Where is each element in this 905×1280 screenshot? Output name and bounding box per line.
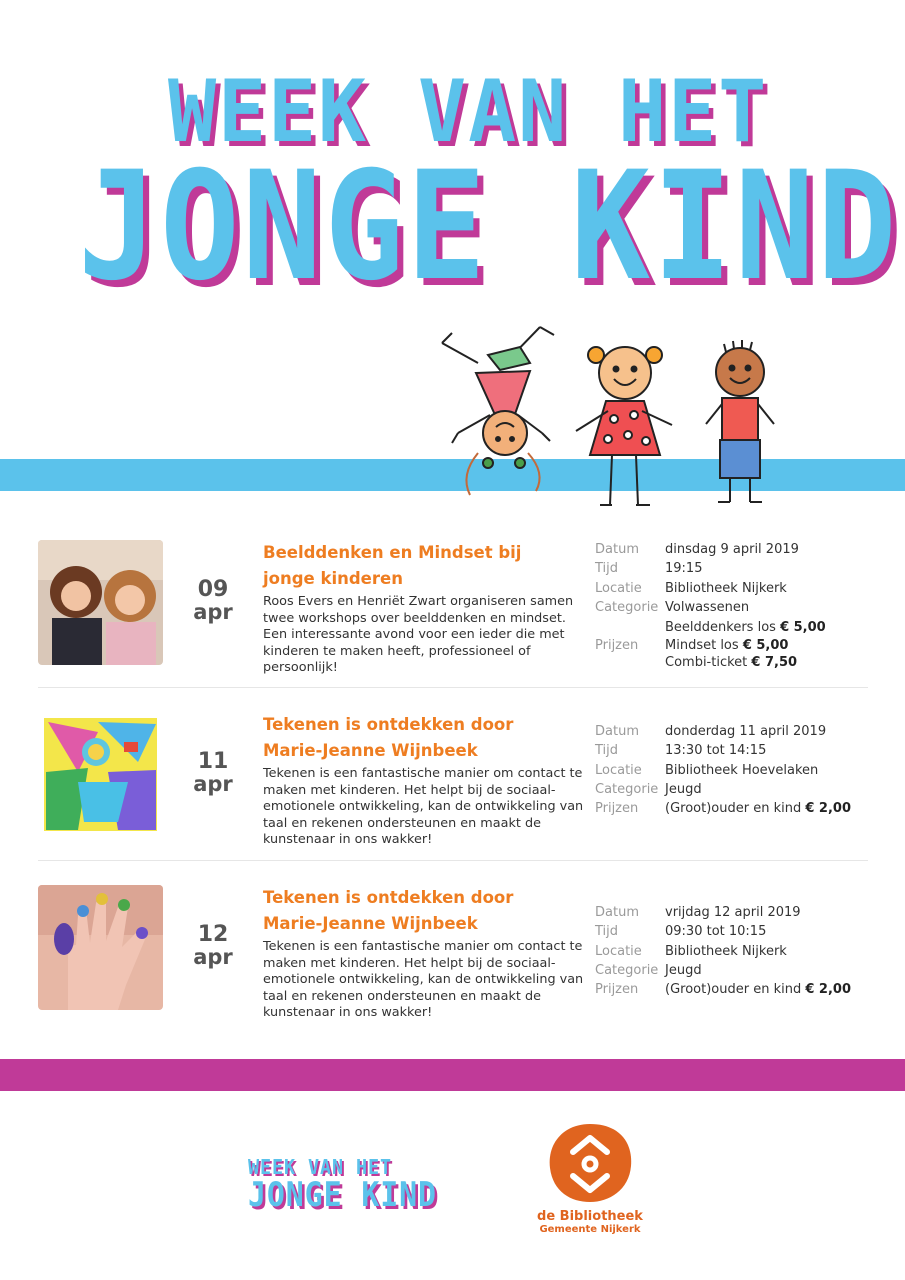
label-locatie: Locatie xyxy=(595,943,642,959)
label-categorie: Categorie xyxy=(595,962,659,978)
event-divider xyxy=(38,860,868,861)
event-datum: vrijdag 12 april 2019 xyxy=(665,905,801,920)
event-locatie: Bibliotheek Hoevelaken xyxy=(665,762,819,778)
event-month: apr xyxy=(193,772,233,797)
footer-logo-line1: WEEK VAN HET xyxy=(248,1155,392,1179)
bibliotheek-icon xyxy=(547,1122,633,1204)
girl-figure xyxy=(576,347,672,505)
event-categorie: Volwassenen xyxy=(665,599,750,615)
event-title: Tekenen is ontdekken door Marie-Jeanne Wijnbeek xyxy=(263,715,514,760)
library-subtitle: Gemeente Nijkerk xyxy=(539,1224,641,1235)
event-prices xyxy=(665,619,826,672)
label-prijzen: Prijzen xyxy=(595,982,639,998)
event-card xyxy=(38,540,868,700)
event-month: apr xyxy=(193,945,233,970)
event-locatie: Bibliotheek Nijkerk xyxy=(665,580,787,596)
event-description: Tekenen is een fantastische manier om contact te maken met kinderen. Het helpt bij de sociaal-emotionele ontwikkeling, kan de ontwikkeling van taal en rekenen ondersteunen en maakt de kunstenaar in ons wakker! xyxy=(263,766,584,847)
event-card xyxy=(38,712,868,872)
label-tijd: Tijd xyxy=(595,924,619,940)
event-datum: dinsdag 9 april 2019 xyxy=(665,542,799,557)
event-title: Beelddenken en Mindset bij jonge kinderen xyxy=(263,543,522,588)
event-date xyxy=(183,923,243,968)
library-name: de Bibliotheek xyxy=(537,1209,643,1224)
bibliotheek-logo xyxy=(535,1122,645,1236)
event-drawing-image xyxy=(38,712,163,837)
event-painted-hand-image xyxy=(38,885,163,1010)
footer-logo-line2: JONGE KIND xyxy=(248,1175,437,1215)
event-details xyxy=(595,722,875,818)
event-locatie: Bibliotheek Nijkerk xyxy=(665,943,787,959)
event-datum: donderdag 11 april 2019 xyxy=(665,724,827,739)
hero-title-line2: JONGE KIND xyxy=(78,140,900,314)
label-categorie: Categorie xyxy=(595,599,659,615)
price-line: Beelddenkers los € 5,00 xyxy=(665,620,826,636)
event-day: 11 xyxy=(197,749,229,774)
event-month: apr xyxy=(193,600,233,625)
kids-illustration xyxy=(430,315,710,515)
event-tijd: 09:30 tot 10:15 xyxy=(665,924,767,940)
upside-down-girl-figure xyxy=(442,327,554,495)
price-line: (Groot)ouder en kind € 2,00 xyxy=(665,801,851,817)
week-van-het-jonge-kind-logo xyxy=(248,1155,463,1215)
event-card xyxy=(38,885,868,1045)
boy-illustration xyxy=(700,340,780,510)
label-tijd: Tijd xyxy=(595,561,619,577)
magenta-band xyxy=(0,1059,905,1091)
hero-title-line1: WEEK VAN HET xyxy=(168,62,769,162)
label-datum: Datum xyxy=(595,542,639,557)
label-datum: Datum xyxy=(595,724,639,739)
event-day: 09 xyxy=(197,577,229,602)
event-details xyxy=(595,903,875,999)
event-description: Roos Evers en Henriët Zwart organiseren samen twee workshops over beelddenken en mindset. Een interessante avond voor een ieder die met kinderen te maken heeft, professioneel of persoonlijk! xyxy=(263,594,574,675)
event-date xyxy=(183,578,243,623)
event-day: 12 xyxy=(197,922,229,947)
label-tijd: Tijd xyxy=(595,743,619,759)
label-categorie: Categorie xyxy=(595,781,659,797)
event-title: Tekenen is ontdekken door Marie-Jeanne Wijnbeek xyxy=(263,888,514,933)
event-prices xyxy=(665,980,851,999)
event-divider xyxy=(38,687,868,688)
event-details xyxy=(595,540,875,672)
event-categorie: Jeugd xyxy=(665,962,702,978)
event-categorie: Jeugd xyxy=(665,781,702,797)
event-date xyxy=(183,750,243,795)
price-line: (Groot)ouder en kind € 2,00 xyxy=(665,982,851,998)
event-prices xyxy=(665,799,851,818)
event-tijd: 13:30 tot 14:15 xyxy=(665,743,767,759)
event-tijd: 19:15 xyxy=(665,561,703,577)
label-prijzen: Prijzen xyxy=(595,637,639,653)
label-datum: Datum xyxy=(595,905,639,920)
label-locatie: Locatie xyxy=(595,580,642,596)
event-description: Tekenen is een fantastische manier om contact te maken met kinderen. Het helpt bij de sociaal-emotionele ontwikkeling, kan de ontwikkeling van taal en rekenen ondersteunen en maakt de kunstenaar in ons wakker! xyxy=(263,939,584,1020)
event-photo-women xyxy=(38,540,163,665)
price-line: Combi-ticket € 7,50 xyxy=(665,655,798,671)
label-prijzen: Prijzen xyxy=(595,801,639,817)
label-locatie: Locatie xyxy=(595,762,642,778)
price-line: Mindset los € 5,00 xyxy=(665,637,789,653)
